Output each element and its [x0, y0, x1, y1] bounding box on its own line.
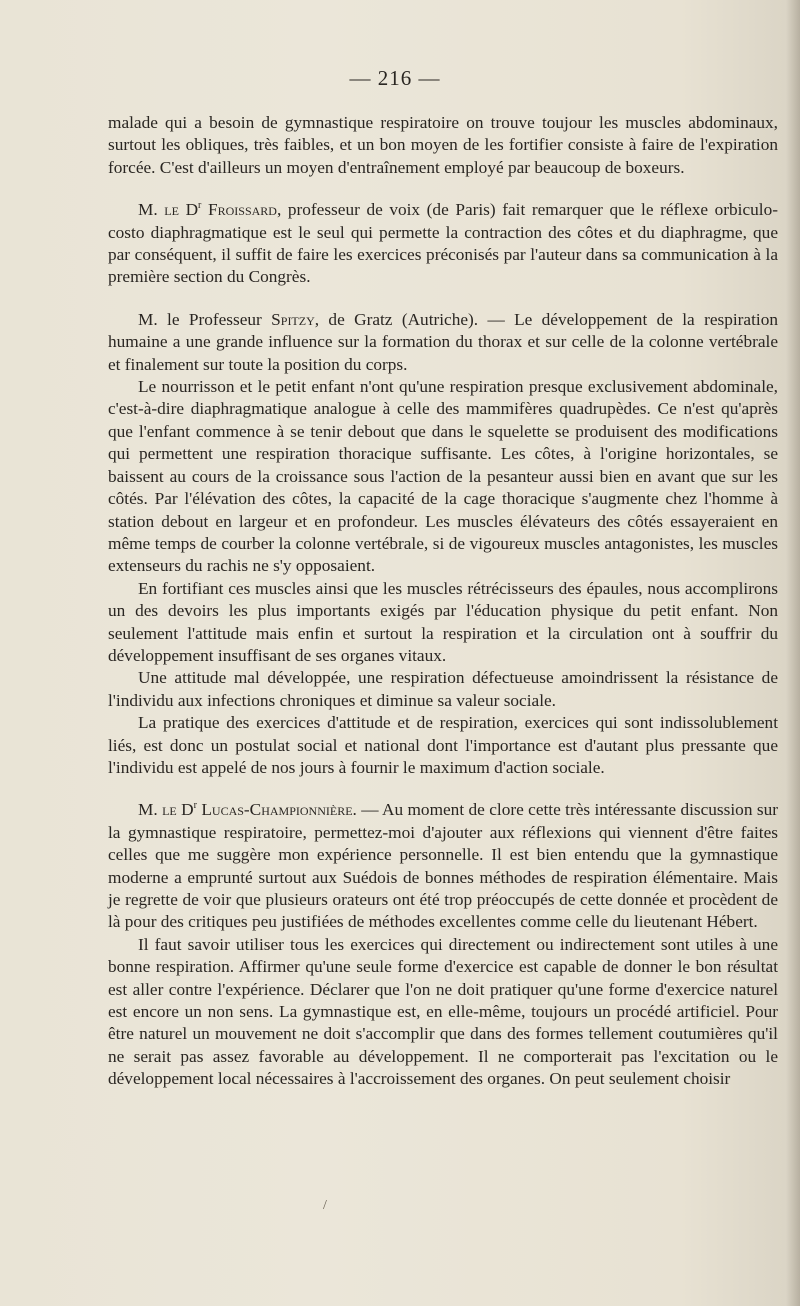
text-run: Une attitude mal développée, une respiration défectueuse amoindrissent la résistance de l'individu aux infections chroniques et diminue sa valeur sociale. [108, 668, 778, 710]
paragraph [108, 934, 778, 1091]
text-run: . — Au moment de clore cette très intéressante discussion sur la gymnastique respiratoire, permettez-moi d'ajouter aux réflexions qui viennent d'être faites celles que me suggère mon expérience personnelle. Il est bien entendu que la gymnastique moderne a emprunté surtout aux Suédois de bonnes méthodes de respiration élémentaire. Mais je regrette de voir que plusieurs orateurs ont été trop préoccupés de cette donnée et procèdent de là pour des critiques peu justifiées de méthodes excellentes comme celle du lieutenant Hébert. [108, 800, 778, 932]
text-run: La pratique des exercices d'attitude et de respiration, exercices qui sont indissolublement liés, est donc un postulat social et national dont l'importance est d'autant plus pressante que l'individu est appelé de nos jours à fournir le maximum d'action sociale. [108, 713, 778, 777]
text-run: , professeur de voix (de Paris) fait remarquer que le réflexe orbiculo-costo diaphragmatique est le seul qui permette la contraction des côtes et du diaphragme, que par conséquent, il suffit de faire les exercices préconisés par l'auteur dans sa communication à la première section du Congrès. [108, 200, 778, 287]
small-caps-text: le [164, 200, 179, 220]
paragraph [108, 667, 778, 712]
small-caps-text: Spitzy [271, 309, 315, 329]
paragraph [108, 309, 778, 376]
text-run: Il faut savoir utiliser tous les exercices qui directement ou indirectement sont utiles à une bonne respiration. Affirmer qu'une seule forme d'exercice est capable de donner le bon résultat est aller contre l'expérience. Déclarer que l'on ne doit pratiquer qu'une forme d'exercice naturel est encore un non sens. La gymnastique est, en elle-même, toujours un procédé artificiel. Pour être naturel un mouvement ne doit s'accomplir que dans des formes tellement coutumières qu'il ne serait pas assez favorable au développement. Il ne comporterait pas l'excitation ou le développement local nécessaires à l'accroissement des organes. On peut seulement choisir [108, 934, 778, 1089]
page-edge-shadow [786, 0, 800, 1306]
small-caps-text: Froissard [201, 200, 277, 220]
text-run: D [176, 800, 194, 820]
superscript-text: r [193, 800, 197, 812]
text-run: M. [138, 800, 163, 820]
text-run: En fortifiant ces muscles ainsi que les muscles rétrécisseurs des épaules, nous accomplirons un des devoirs les plus importants exigés par l'éducation physique du petit enfant. Non seulement l'attitude mais enfin et surtout la respiration et la circulation ont à souffrir du développement insuffisant de ses organes vitaux. [108, 578, 778, 665]
body-text [108, 112, 778, 1091]
small-caps-text: le [162, 800, 177, 820]
text-run: Le nourrisson et le petit enfant n'ont qu'une respiration presque exclusivement abdominale, c'est-à-dire diaphragmatique analogue à celle des mammifères quadrupèdes. Ce n'est qu'après que l'enfant commence à se tenir debout que dans le squelette se produisent des modifications qui permettent une respiration thoracique suffisante. Les côtes, à l'origine horizontales, se baissent au cours de la croissance sous l'action de la pesanteur aussi bien en avant que sur les côtés. Par l'élévation des côtes, la capacité de la cage thoracique s'augmente chez l'homme à station debout en largeur et en profondeur. Les muscles élévateurs des côtés essayeraient en même temps de courber la colonne vertébrale, si de vigoureux muscles antagonistes, les muscles extenseurs du rachis ne s'y opposaient. [108, 377, 778, 576]
scan-speck: / [323, 1198, 327, 1213]
small-caps-text: Lucas-Championnière [196, 800, 353, 820]
text-run: M. [138, 200, 165, 220]
page-number: — 216 — [349, 66, 441, 90]
paragraph [108, 199, 778, 289]
paragraph [108, 578, 778, 668]
superscript-text: r [198, 200, 202, 212]
paragraph [108, 712, 778, 779]
text-run: , de Gratz (Autriche). — Le développement de la respiration humaine a une grande influence sur la formation du thorax et sur celle de la colonne vertébrale et finalement sur toute la position du corps. [108, 309, 778, 374]
text-run: M. le Professeur [138, 309, 272, 329]
text-run: malade qui a besoin de gymnastique respiratoire on trouve toujour les muscles abdominaux, surtout les obliques, très faibles, et un bon moyen de les fortifier consiste à faire de l'expiration forcée. C'est d'ailleurs un moyen d'entraînement employé par beaucoup de boxeurs. [108, 113, 778, 177]
paragraph [108, 799, 778, 933]
paragraph [108, 112, 778, 179]
text-run: D [178, 200, 199, 220]
paragraph [108, 376, 778, 578]
